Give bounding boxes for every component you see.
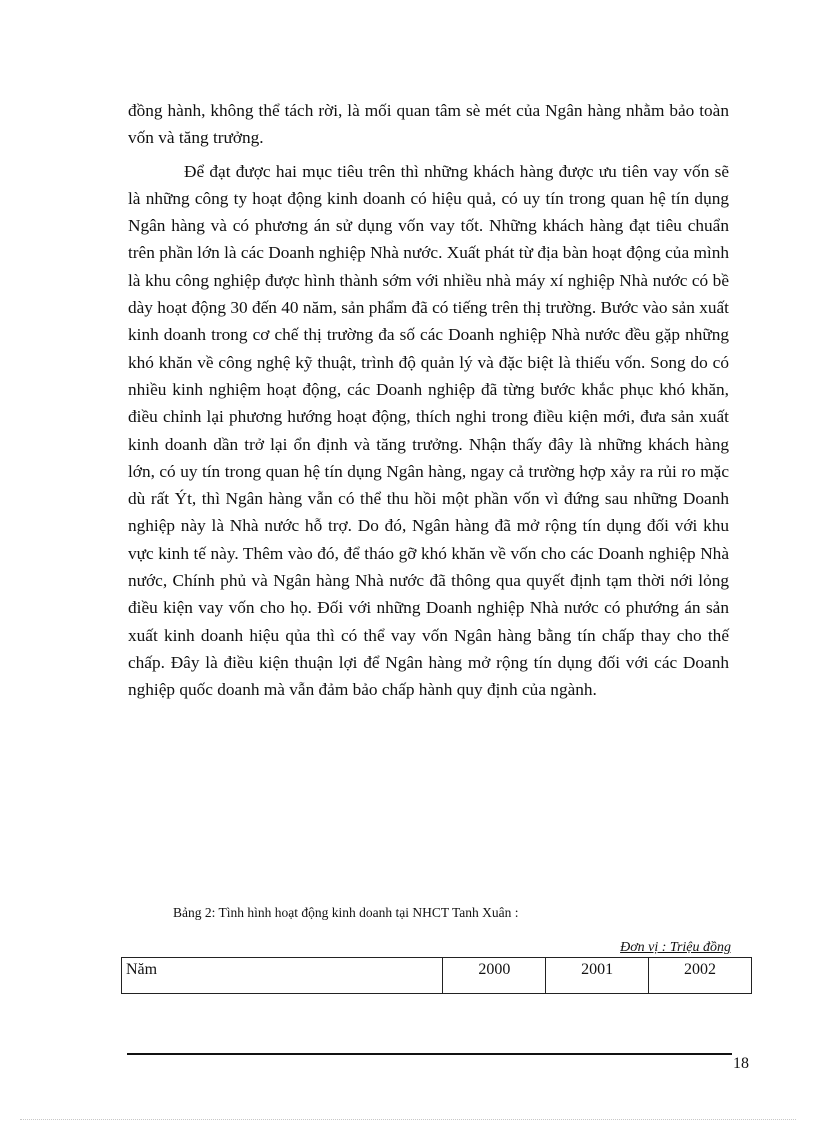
data-table <box>121 957 752 994</box>
footer-rule <box>127 1053 732 1055</box>
page-boundary <box>20 1119 796 1120</box>
paragraph-1: đồng hành, không thể tách rời, là mối quan tâm sè mét của Ngân hàng nhằm bảo toàn vốn và tăng trưởng. <box>128 101 729 148</box>
body-text <box>128 97 729 710</box>
header-year-cell: 2001 <box>546 958 649 994</box>
paragraph-2: Để đạt được hai mục tiêu trên thì những khách hàng được ưu tiên vay vốn sẽ là những công ty hoạt động kinh doanh có hiệu quả, có uy tín trong quan hệ tín dụng Ngân hàng và có phương án sử dụng vốn vay tốt. Những khách hàng đạt tiêu chuẩn trên phần lớn là các Doanh nghiệp Nhà nước. Xuất phát từ địa bàn hoạt động của mình là khu công nghiệp được hình thành sớm với nhiều nhà máy xí nghiệp Nhà nước có bề dày hoạt động 30 đến 40 năm, sản phẩm đã có tiếng trên thị trường. Bước vào sản xuất kinh doanh trong cơ chế thị trường đa số các Doanh nghiệp Nhà nước đều gặp những khó khăn về công nghệ kỹ thuật, trình độ quản lý và đặc biệt là thiếu vốn. Song do có nhiều kinh nghiệm hoạt động, các Doanh nghiệp đã từng bước khắc phục khó khăn, điều chỉnh lại phương hướng hoạt động, thích nghi trong điều kiện mới, đưa sản xuất kinh doanh dần trở lại ổn định và tăng trưởng. Nhận thấy đây là những khách hàng lớn, có uy tín trong quan hệ tín dụng Ngân hàng, ngay cả trường hợp xảy ra rủi ro mặc dù rất Ýt, thì Ngân hàng vẫn có thể thu hồi một phần vốn vì đứng sau những Doanh nghiệp này là Nhà nước hỗ trợ. Do đó, Ngân hàng đã mở rộng tín dụng đối với khu vực kinh tế này. Thêm vào đó, để tháo gỡ khó khăn về vốn cho các Doanh nghiệp Nhà nước, Chính phủ và Ngân hàng Nhà nước đã thông qua quyết định tạm thời nới lỏng điều kiện vay vốn cho họ. Đối với những Doanh nghiệp Nhà nước có phướng án sản xuất kinh doanh hiệu qủa thì có thể vay vốn Ngân hàng bằng tín chấp thay cho thế chấp. Đây là điều kiện thuận lợi để Ngân hàng mở rộng tín dụng đối với các Doanh nghiệp quốc doanh mà vẫn đảm bảo chấp hành quy định của ngành. <box>128 161 729 700</box>
table-caption: Bảng 2: Tình hình hoạt động kinh doanh tại NHCT Tanh Xuân : <box>173 905 519 920</box>
table-header-row <box>122 958 752 994</box>
page-number: 18 <box>733 1055 749 1072</box>
table-unit: Đơn vị : Triệu đồng <box>620 940 731 955</box>
header-year-cell: 2002 <box>649 958 752 994</box>
header-label-cell: Năm <box>122 958 443 994</box>
header-year-cell: 2000 <box>443 958 546 994</box>
